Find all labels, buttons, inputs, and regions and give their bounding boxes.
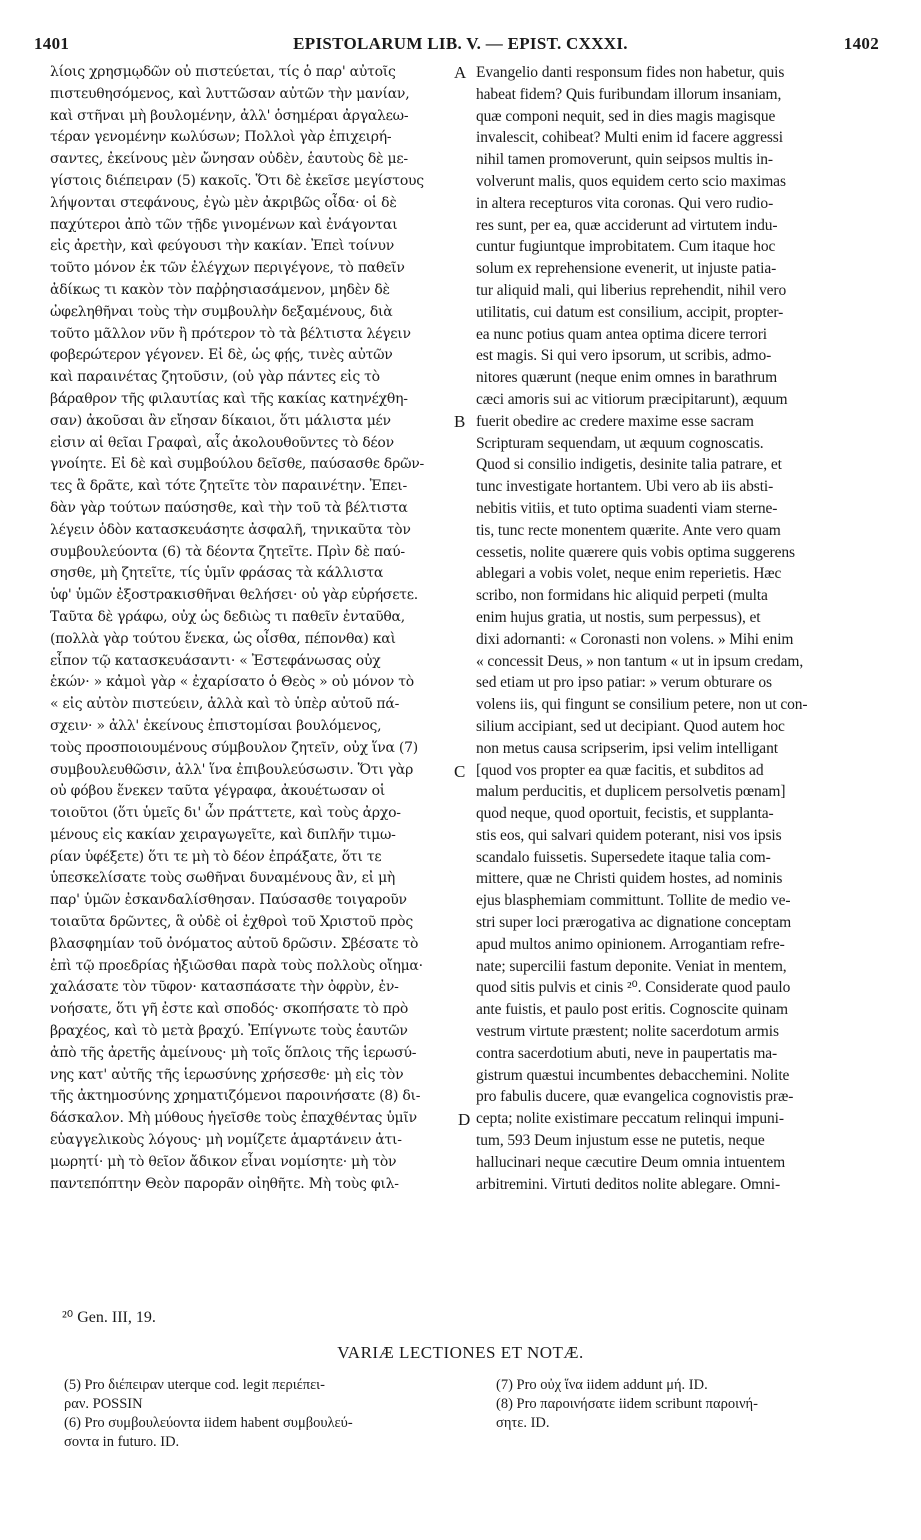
greek-text-line: ἀδίκως τι κακὸν τὸν παῤῥησιασάμενον, μηδὲν δὲ (50, 281, 390, 298)
latin-text-line: nate; supercilii fastum deponite. Veniat in mentem, (476, 957, 787, 975)
greek-text-line: σαν) ἀκοῦσαι ἂν εἴησαν δίκαιοι, ὅτι μάλιστα μέν (50, 412, 391, 429)
greek-text-line: δάσκαλον. Μὴ μύθους ἡγεῖσθε τοὺς ἐπαχθέντας ὑμῖν (50, 1110, 417, 1127)
section-marker-d: D (458, 1110, 471, 1129)
variae-note-line: σητε. ID. (496, 1415, 550, 1431)
latin-text-line: stri super loci prærogativa ac dignatione conceptam (476, 914, 792, 932)
greek-text-line: « εἰς αὐτὸν πιστεύειν, ἀλλὰ καὶ τὸ ὑπὲρ αὐτοῦ πά- (50, 696, 400, 713)
greek-text-line: τοὺς προσποιουμένους σύμβουλον ζητεῖν, οὐχ ἵνα (7) (50, 739, 418, 756)
greek-text-line: παχύτεροι ἀπὸ τῶν τῇδε γινομένων καὶ ἐνάγονται (50, 216, 398, 233)
variae-note-line: σοντα in futuro. ID. (64, 1434, 180, 1450)
latin-text-line: tis, tunc recte monentem quærite. Ante vero quam (476, 521, 781, 539)
latin-text-line: mittere, quæ ne Christi quidem hostes, ad nominis (476, 870, 783, 888)
greek-text-column (50, 62, 470, 1195)
greek-text-line: ἀπὸ τῆς ἀρετῆς ἀμείνους· μὴ τοῖς ὅπλοις τῆς ἱερωσύ- (50, 1044, 417, 1061)
latin-text-line: habeat fidem? Quis furibundam illorum insaniam, (476, 85, 782, 103)
greek-text-line: τες ἃ δρᾶτε, καὶ τότε ζητεῖτε τὸν παραινέτην. Ἐπει- (50, 478, 408, 495)
greek-text-line: φοβερώτερον γέγονεν. Εἰ δὲ, ὡς φῄς, τινὲς αὐτῶν (50, 347, 393, 364)
greek-text-line: οὐ φόβου ἕνεκεν ταῦτα γέγραφα, ἀκουέτωσαν οἱ (50, 783, 385, 800)
greek-text-line: νης κατ' αὐτῆς τῆς ἱερωσύνης χρήσεσθε· μὴ εἰς τὸν (50, 1066, 404, 1083)
greek-text-line: μένους εἰς κακίαν χειραγωγεῖτε, καὶ διπλῆν τιμω- (50, 826, 396, 843)
latin-text-line: volens iis, qui fingunt se consilium petere, non ut con- (476, 696, 808, 714)
latin-text-line: scribo, non formidans hic aliquid perpeti (multa (476, 587, 768, 605)
latin-text-line: non metus causa scripserim, ipsi velim intelligant (476, 739, 778, 757)
latin-text-line: ejus blasphemiam committunt. Tollite de medio ve- (476, 892, 791, 910)
latin-text-line: « concessit Deus, » non tantum « ut in ipsum credam, (476, 652, 804, 670)
greek-text-line: γίστοις διέπειραν (5) κακοῖς. Ὅτι δὲ ἐκεῖσε μεγίστους (50, 172, 424, 189)
greek-text-line: δὰν γὰρ τούτων παύσησθε, καὶ τὴν τοῦ τὰ βέλτιστα (50, 499, 408, 516)
running-title: EPISTOLARUM LIB. V. — EPIST. CXXXI. (293, 34, 628, 53)
greek-text-line: (πολλὰ γὰρ τούτου ἕνεκα, ὡς οἶσθα, πέπονθα) καὶ (50, 630, 396, 647)
latin-text-line: arbitremini. Virtuti deditos nolite ablegare. Omni- (476, 1175, 781, 1193)
latin-text-line: ante fuistis, et paulo post eritis. Cognoscite quinam (476, 1001, 788, 1019)
greek-text-line: βλασφημίαν τοῦ ὀνόματος αὐτοῦ δρῶσιν. Σβέσατε τὸ (50, 935, 419, 952)
variae-note-line: (6) Pro συμβουλεύοντα iidem habent συμβουλεύ- (64, 1415, 353, 1431)
variae-notes-right (496, 1376, 891, 1433)
latin-text-line: solum ex reprehensione evenerit, ut injuste patia- (476, 260, 777, 278)
variae-note-line: (5) Pro διέπειραν uterque cod. legit περιέπει- (64, 1377, 325, 1393)
greek-text-line: τοῦτο μόνον ἐκ τῶν ἐλέγχων περιγέγονε, τὸ παθεῖν (50, 260, 405, 277)
latin-text-line: silium accipiant, sed ut decipiant. Quod autem hoc (476, 717, 785, 735)
latin-text-line: scandalo fuissetis. Supersedete itaque talia com- (476, 848, 771, 866)
latin-text-line: Quod si consilio indigetis, desinite talia patrare, et (476, 456, 782, 474)
latin-text-line: cepta; nolite existimare peccatum relinqui impuni- (476, 1110, 784, 1128)
greek-text-line: σησθε, μὴ ζητεῖτε, τίς ὑμῖν φράσας τὰ κάλλιστα (50, 565, 384, 582)
greek-text-line: τοιαῦτα δρῶντες, ἃ οὐδὲ οἱ ἐχθροὶ τοῦ Χριστοῦ πρὸς (50, 914, 413, 931)
page-number-right: 1402 (843, 34, 879, 53)
greek-text-line: ὑπεσκελίσατε τοὺς σωθῆναι δυναμένους ἂν, εἰ μὴ (50, 870, 396, 887)
latin-text-line: malum perducitis, et duplicem persolvetis pœnam] (476, 783, 786, 801)
greek-text-line: καὶ στῆναι μὴ βουλομένην, ἀλλ' ὁσημέραι ἀργαλεω- (50, 107, 409, 124)
latin-text-column (476, 62, 888, 1195)
latin-text-line: ea nunc potius quam antea optima dicere terrori (476, 325, 767, 343)
latin-text-line: quod neque, quod oportuit, fecistis, et supplanta- (476, 805, 774, 823)
section-marker-c: C (454, 762, 466, 781)
latin-text-line: res sunt, per ea, quæ acciderunt ad virtutem indu- (476, 216, 778, 234)
greek-text-line: σχειν· » ἀλλ' ἐκείνους ἐπιστομίσαι βουλόμενος, (50, 717, 382, 734)
latin-text-line: cæci amoris sui ac vitiorum præcipitarunt), æquum (476, 390, 788, 408)
variae-note-line: ραν. POSSIN (64, 1396, 143, 1412)
greek-text-line: εἰς ἀρετὴν, καὶ φεύγουσι τὴν κακίαν. Ἐπεὶ τοίνυν (50, 238, 394, 255)
greek-text-line: τοιοῦτοι (ὅτι ὑμεῖς δι' ὧν πράττετε, καὶ τοὺς ἀρχο- (50, 805, 401, 822)
greek-text-line: τῆς ἀκτημοσύνης χρηματιζόμενοι παροινήσατε (8) δι- (50, 1088, 421, 1105)
latin-text-line: cessetis, nolite quærere quis vobis optima suggerens (476, 543, 795, 561)
greek-text-line: χαλάσατε τὸν τῦφον· κατασπάσατε τὴν ὀφρὺν, ἐν- (50, 979, 399, 996)
greek-text-line: ἑκών· » κἀμοὶ γὰρ « ἐχαρίσατο ὁ Θεὸς » οὐ μόνον τὸ (50, 674, 414, 691)
greek-text-line: πιστευθησόμενος, καὶ λυττῶσαν αὐτῶν τὴν μανίαν, (50, 85, 410, 102)
latin-text-line: hallucinari neque cæcutire Deum omnia intuentem (476, 1153, 786, 1171)
greek-text-line: Ταῦτα δὲ γράφω, οὐχ ὡς δεδιὼς τι παθεῖν ἐνταῦθα, (50, 608, 405, 625)
greek-text-line: λίοις χρησμῳδῶν οὐ πιστεύεται, τίς ὁ παρ' αὐτοῖς (50, 64, 396, 80)
latin-text-line: quod sitis pulvis et cinis ²⁰. Considerate quod paulo (476, 979, 791, 997)
greek-text-line: τέραν γενομένην κωλύσων; Πολλοὶ γὰρ ἐπιχειρή- (50, 129, 392, 146)
greek-text-line: παντεπόπτην Θεὸν παρορᾶν οἰηθῆτε. Μὴ τοὺς φιλ- (50, 1175, 399, 1192)
latin-text-line: contra sacerdotium abuti, neve in paupertatis ma- (476, 1044, 778, 1062)
latin-text-line: pro fabulis ducere, quæ evangelica cognovistis præ- (476, 1088, 794, 1106)
latin-text-line: cuntur fugiuntque improbitatem. Cum itaque hoc (476, 238, 776, 256)
latin-text-line: volverunt malis, quos equidem certo scio maximas (476, 172, 786, 190)
latin-text-line: invalescit, cohibeat? Multi enim id facere aggressi (476, 129, 783, 147)
greek-text-line: εἰσιν αἱ θεῖαι Γραφαὶ, αἷς ἀκολουθοῦντες τὸ δέον (50, 434, 394, 451)
greek-text-line: ρίαν ὑφέξετε) ὅτι τε μὴ τὸ δέον ἐπράξατε, ὅτι τε (50, 848, 382, 865)
greek-text-line: σαντες, ἐκείνους μὲν ὤνησαν οὐδὲν, ἑαυτοὺς δὲ με- (50, 151, 408, 168)
greek-text-line: εὐαγγελικοὺς λόγους· μὴ νομίζετε ἁμαρτάνειν ἀτι- (50, 1132, 402, 1149)
greek-text-line: βραχέος, καὶ τὸ μετὰ βραχύ. Ἐπίγνωτε τοὺς ἑαυτῶν (50, 1023, 408, 1040)
greek-text-line: βάραθρον τῆς φιλαυτίας καὶ τῆς κακίας κατηνέχθη- (50, 390, 408, 407)
greek-text-line: ὑφ' ὑμῶν ἐξοστρακισθῆναι θελήσει· οὐ γὰρ εὑρήσετε. (50, 587, 418, 604)
variae-notes-left (64, 1376, 464, 1452)
greek-text-line: καὶ παραινέτας ζητοῦσιν, (οὐ γὰρ πάντες εἰς τὸ (50, 369, 380, 386)
footnote: ²⁰ Gen. III, 19. (62, 1309, 156, 1326)
latin-text-line: nebitis vitiis, et tuto optima suadenti viam sterne- (476, 499, 778, 517)
latin-text-line: sed etiam ut pro ipso patiar: » verum obturare os (476, 674, 772, 692)
latin-text-line: ablegari a vobis volet, neque enim reperietis. Hæc (476, 565, 782, 583)
latin-text-line: vestrum virtute præstent; nolite sacerdotum armis (476, 1023, 779, 1041)
latin-text-line: stis eos, qui salvari quidem poterant, nisi vos ipsis (476, 826, 782, 844)
greek-text-line: συμβουλεύοντα (6) τὰ δέοντα ζητεῖτε. Πρὶν δὲ παύ- (50, 543, 405, 560)
page-number-left: 1401 (34, 34, 70, 53)
variae-note-line: (7) Pro οὐχ ἵνα iidem addunt μή. ID. (496, 1377, 708, 1393)
latin-text-line: Evangelio danti responsum fides non habetur, quis (476, 64, 785, 81)
latin-text-line: gistrum quæstui incumbentes debacchemini. Nolite (476, 1066, 790, 1084)
greek-text-line: λέγειν ὁδὸν κατασκευάσητε ἀσφαλῆ, τηνικαῦτα τὸν (50, 521, 411, 538)
greek-text-line: μωρητί· μὴ τὸ θεῖον ἄδικον εἶναι νομίσητε· μὴ τὸν (50, 1153, 397, 1170)
greek-text-line: ὠφεληθῆναι τοὺς τὴν συμβουλὴν δεξαμένους, διὰ (50, 303, 393, 320)
latin-text-line: tum, 593 Deum injustum esse ne putetis, neque (476, 1132, 765, 1150)
greek-text-line: ἐπὶ τῷ προεδρίας ἠξιῶσθαι παρὰ τοὺς πολλοὺς οἴημα· (50, 957, 423, 974)
latin-text-line: dixi adornanti: « Coronasti non volens. » Mihi enim (476, 630, 794, 648)
variae-note-line: (8) Pro παροινήσατε iidem scribunt παροινή- (496, 1396, 758, 1412)
latin-text-line: nitores quærunt (neque enim omnes in barathrum (476, 369, 778, 387)
latin-text-line: Scripturam sequendam, ut æquum cognoscatis. (476, 434, 764, 452)
latin-text-line: [quod vos propter ea quæ facitis, et subditos ad (476, 761, 764, 779)
greek-text-line: συμβουλευθῶσιν, ἀλλ' ἵνα ἐπιβουλεύσωσιν. Ὅτι γὰρ (50, 761, 414, 778)
variae-lectiones-heading: VARIÆ LECTIONES ET NOTÆ. (337, 1343, 584, 1362)
latin-text-line: tunc investigate hortantem. Ubi vero ab iis absti- (476, 478, 774, 496)
latin-text-line: in altera recepturos vita coronas. Qui vero rudio- (476, 194, 774, 212)
greek-text-line: τοῦτο μᾶλλον νῦν ἢ πρότερον τὸ τὰ βέλτιστα λέγειν (50, 325, 411, 342)
latin-text-line: enim hujus gratia, ut nostis, sum perpessus), et (476, 608, 761, 626)
latin-text-line: quæ componi nequit, sed in dies magis magisque (476, 107, 776, 125)
greek-text-line: λήψονται στεφάνους, ἐγὼ μὲν ἀκριβῶς οἶδα· οἱ δὲ (50, 194, 397, 211)
section-marker-a: A (454, 63, 467, 82)
latin-text-line: fuerit obedire ac credere maxime esse sacram (476, 412, 754, 430)
latin-text-line: tur aliquid mali, qui liberius reprehendit, nihil vero (476, 281, 787, 299)
latin-text-line: est magis. Si qui vero ipsorum, ut scribis, admo- (476, 347, 772, 365)
greek-text-line: παρ' ὑμῶν ἐσκανδαλίσθησαν. Παύσασθε τοιγαροῦν (50, 892, 407, 909)
latin-text-line: nihil tamen promoverunt, quin seipsos multis in- (476, 151, 773, 169)
greek-text-line: εἶπον τῷ κατασκευάσαντι· « Ἐστεφάνωσας οὐχ (50, 652, 381, 669)
latin-text-line: utilitatis, cui datum est consilium, accipit, propter- (476, 303, 784, 321)
greek-text-line: νοήσατε, ὅτι γῆ ἐστε καὶ σποδός· σκοπήσατε τὸ πρὸ (50, 1001, 409, 1018)
section-marker-b: B (454, 412, 466, 431)
latin-text-line: apud multos animo opinionem. Arrogantiam refre- (476, 935, 785, 953)
greek-text-line: γνοίητε. Εἰ δὲ καὶ συμβούλου δεῖσθε, παύσασθε δρῶν- (50, 456, 424, 473)
